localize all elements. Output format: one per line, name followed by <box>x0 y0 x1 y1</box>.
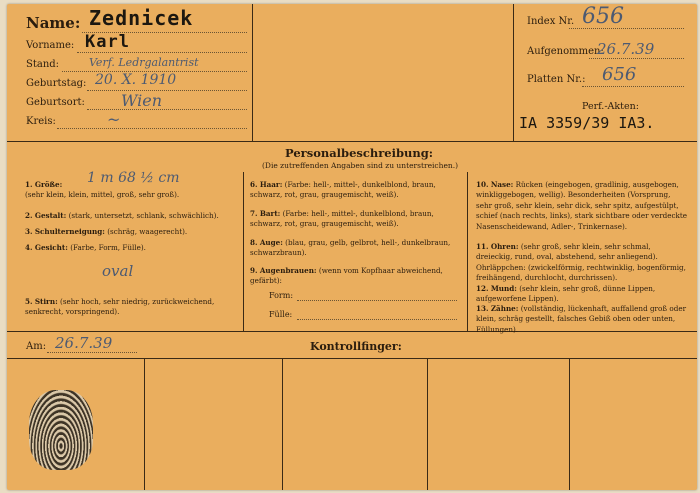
kreis-dotline <box>57 128 247 129</box>
fuelle-dotline <box>297 319 457 320</box>
kreis-value: ~ <box>107 110 129 129</box>
geburtstag-value: 20. X. 1910 <box>95 72 177 88</box>
item-number: 10. <box>476 180 489 189</box>
item-number: 5. <box>25 297 33 306</box>
footer-rule <box>7 358 697 359</box>
fuelle-label: Fülle: <box>269 310 293 319</box>
finger-divider-1 <box>144 358 145 490</box>
item-number: 12. <box>476 284 489 293</box>
top-divider-1 <box>252 4 253 141</box>
geburtstag-label: Geburtstag: <box>26 78 87 89</box>
finger-divider-3 <box>427 358 428 490</box>
item-label: Nase: <box>490 180 514 189</box>
item-gestalt <box>25 211 237 221</box>
stand-value: Verf. Ledrgalantrist <box>89 56 199 69</box>
geburtsort-label: Geburtsort: <box>26 97 85 108</box>
index-dotline <box>569 28 684 29</box>
platten-value: 656 <box>602 64 637 85</box>
item-text: (wenn vom Kopfhaar abweichend, gefärbt): <box>250 266 443 286</box>
item-number: 11. <box>476 242 489 251</box>
item-number: 13. <box>476 304 489 313</box>
mid-divider-2 <box>467 172 468 332</box>
geburtstag-dotline <box>87 90 247 91</box>
item-stirn <box>25 297 239 318</box>
item-label: Stirn: <box>34 297 58 306</box>
item-text: (sehr hoch, sehr niedrig, zurückweichend, senkrecht, vorspringend). <box>25 297 215 317</box>
item-number: 4. <box>25 243 33 252</box>
finger-divider-2 <box>282 358 283 490</box>
item-zaehne <box>476 304 688 335</box>
item-label: Haar: <box>259 180 283 189</box>
mid-divider-1 <box>243 172 244 332</box>
perf-value: IA 3359/39 IA3. <box>519 114 655 132</box>
item-text: (Farbe: hell-, mittel-, dunkelblond, braun, schwarz, rot, grau, graugemischt, weiß). <box>250 209 434 229</box>
kontroll-label: Kontrollfinger: <box>310 340 402 353</box>
item-label: Gesicht: <box>34 243 68 252</box>
item-number: 1. <box>25 180 33 189</box>
aufgenommen-value: 26.7.39 <box>597 40 655 58</box>
item-bart <box>250 209 462 230</box>
item-text: (Farbe: hell-, mittel-, dunkelblond, braun, schwarz, rot, grau, graugemischt, weiß). <box>250 180 436 200</box>
vorname-dotline <box>77 52 247 53</box>
item-number: 2. <box>25 211 33 220</box>
form-dotline <box>297 300 457 301</box>
item-text: (blau, grau, gelb, gelbrot, hell-, dunkelbraun, schwarzbraun). <box>250 238 451 258</box>
item-number: 3. <box>25 227 33 236</box>
item-augenbrauen <box>250 266 464 287</box>
item-text: (sehr klein, klein, mittel, groß, sehr groß). <box>25 190 180 200</box>
form-label: Form: <box>269 291 294 300</box>
vorname-label: Vorname: <box>26 40 75 51</box>
groesse-value: 1 m 68 ½ cm <box>87 170 180 186</box>
item-text: (sehr klein, sehr groß, dünne Lippen, aufgeworfene Lippen). <box>476 284 656 304</box>
vorname-value: Karl <box>85 32 130 52</box>
item-text: (Farbe, Form, Fülle). <box>70 243 146 252</box>
geburtsort-value: Wien <box>121 91 163 110</box>
item-label: Ohren: <box>490 242 519 251</box>
item-label: Augenbrauen: <box>259 266 317 275</box>
item-label: Größe: <box>34 180 63 189</box>
item-text: (sehr groß, sehr klein, sehr schmal, dreieckig, rund, oval, abstehend, sehr anliegend). Ohrläppchen: (zwickelförmig, rechtwinklig, bogenförmig, freihängend, durchlocht, durchrissen). <box>476 242 686 283</box>
name-value: Zednicek <box>89 6 194 30</box>
item-text: (vollständig, lückenhaft, auffallend groß oder klein, schräg gestellt, falsches Gebiß oben oder unten, Füllungen). <box>476 304 687 334</box>
index-label: Index Nr. <box>527 16 575 27</box>
gesicht-value: oval <box>102 262 134 280</box>
item-gesicht <box>25 243 237 253</box>
am-dotline <box>47 352 137 353</box>
index-value: 656 <box>582 4 624 29</box>
item-label: Zähne: <box>490 304 519 313</box>
am-label: Am: <box>26 341 47 352</box>
item-text: (stark, untersetzt, schlank, schwächlich). <box>68 211 219 220</box>
item-number: 9. <box>250 266 258 275</box>
aufgenommen-label: Aufgenommen: <box>527 46 604 57</box>
name-label: Name: <box>26 14 81 32</box>
item-auge <box>250 238 462 259</box>
kreis-label: Kreis: <box>26 116 56 127</box>
item-number: 7. <box>250 209 258 218</box>
finger-divider-4 <box>569 358 570 490</box>
item-label: Mund: <box>490 284 517 293</box>
am-value: 26.7.39 <box>55 334 113 352</box>
description-title: Personalbeschreibung: <box>285 146 434 160</box>
police-record-card <box>7 4 697 490</box>
item-label: Gestalt: <box>34 211 67 220</box>
item-label: Auge: <box>259 238 283 247</box>
item-number: 8. <box>250 238 258 247</box>
top-divider-2 <box>513 4 514 141</box>
platten-dotline <box>582 86 684 87</box>
item-label: Schulterneigung: <box>34 227 105 236</box>
item-schulter <box>25 227 237 237</box>
item-ohren <box>476 242 688 284</box>
item-haar <box>250 180 462 201</box>
aufgenommen-dotline <box>589 58 684 59</box>
stand-label: Stand: <box>26 59 60 70</box>
item-text: Rücken (eingebogen, gradlinig, ausgebogen, winkliggebogen, wellig). Besonderheiten (Vorsprung, sehr groß, sehr klein, sehr dick, sehr spitz, aufgestülpt, schief (nach rechts, links), stark sichtbare oder verdeckte Nasenscheidewand, Adler-, Trinkernase). <box>476 180 687 231</box>
top-rule <box>7 141 697 142</box>
platten-label: Platten Nr.: <box>527 74 586 85</box>
fingerprint-image <box>29 390 93 470</box>
perf-label: Perf.-Akten: <box>582 101 639 112</box>
item-text: (schräg, waagerecht). <box>107 227 188 236</box>
description-subtitle: (Die zutreffenden Angaben sind zu unterstreichen.) <box>262 161 459 170</box>
item-nase <box>476 180 688 232</box>
item-label: Bart: <box>259 209 281 218</box>
item-number: 6. <box>250 180 258 189</box>
item-mund <box>476 284 688 305</box>
item-groesse <box>25 170 237 201</box>
